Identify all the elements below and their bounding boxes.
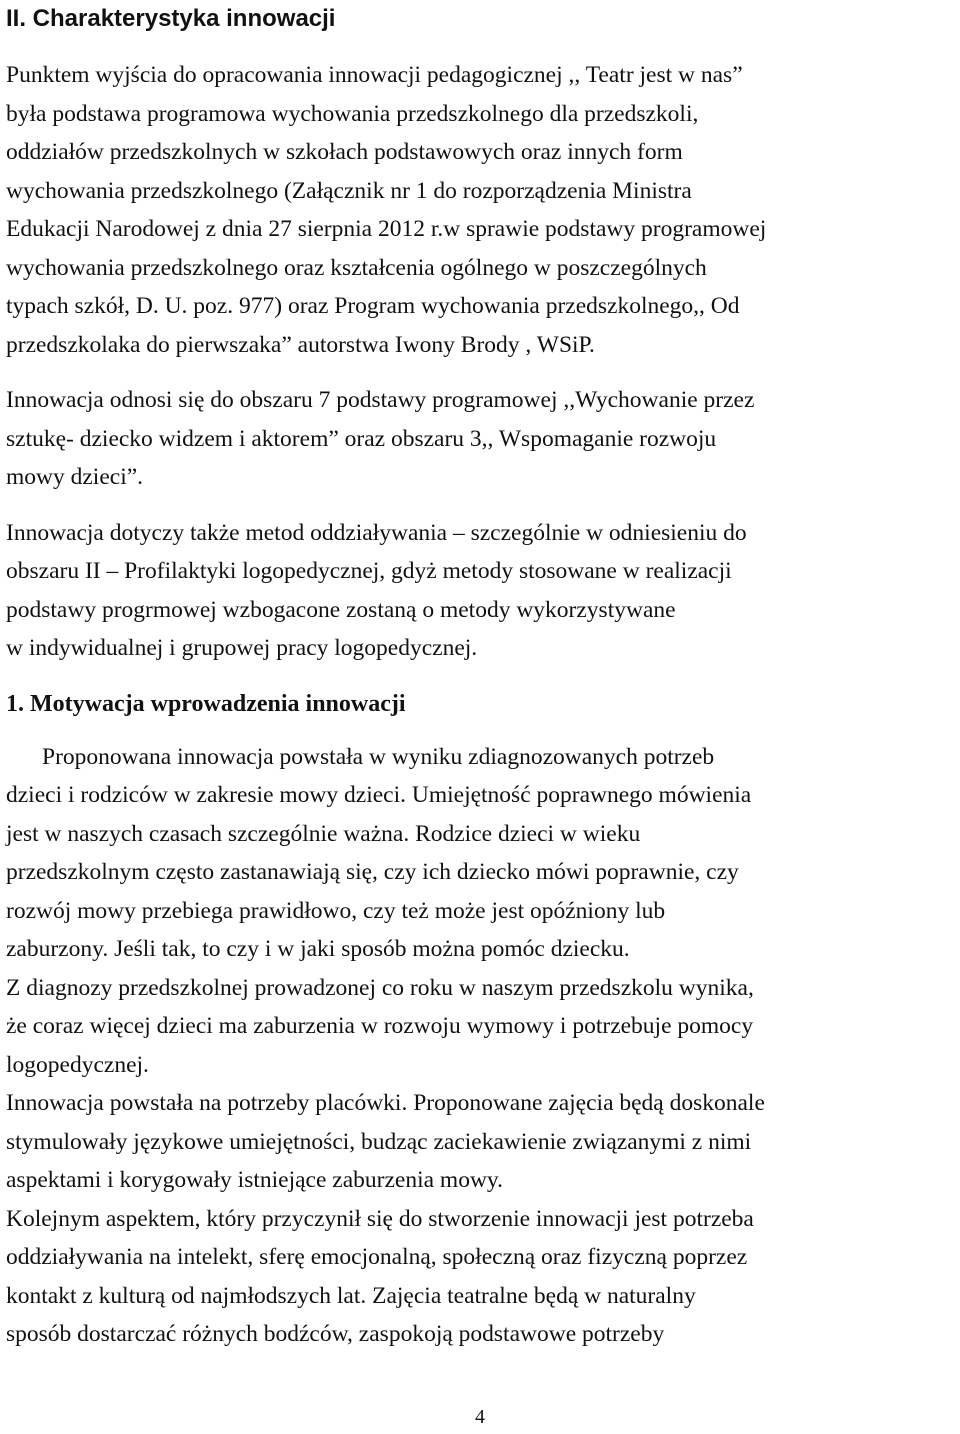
text-line: sztukę- dziecko widzem i aktorem” oraz obszaru 3,, Wspomaganie rozwoju	[6, 425, 717, 452]
text-line: mowy dzieci”.	[6, 464, 144, 490]
text-line: wychowania przedszkolnego oraz kształcenia ogólnego w poszczególnych	[6, 254, 707, 281]
text-line: przedszkolnym często zastanawiają się, czy ich dziecko mówi poprawnie, czy	[6, 859, 739, 885]
text-line: zaburzony. Jeśli tak, to czy i w jaki sposób można pomóc dziecku.	[6, 936, 630, 962]
text-line: aspektami i korygowały istniejące zaburzenia mowy.	[6, 1167, 504, 1193]
text-line: oddziaływania na intelekt, sferę emocjonalną, społeczną oraz fizyczną poprzez	[6, 1244, 748, 1270]
text-line: Z diagnozy przedszkolnej prowadzonej co roku w naszym przedszkolu wynika,	[6, 974, 754, 1001]
text-line: oddziałów przedszkolnych w szkołach podstawowych oraz innych form	[6, 139, 683, 165]
document-page	[6, 0, 956, 1354]
text-line: Innowacja dotyczy także metod oddziaływania – szczególnie w odniesieniu do	[6, 519, 747, 546]
text-line: stymulowały językowe umiejętności, budząc zaciekawienie związanymi z nimi	[6, 1128, 752, 1155]
text-line: dzieci i rodziców w zakresie mowy dzieci. Umiejętność poprawnego mówienia	[6, 782, 752, 808]
text-line: kontakt z kulturą od najmłodszych lat. Zajęcia teatralne będą w naturalny	[6, 1282, 696, 1309]
text-line: logopedycznej.	[6, 1051, 149, 1078]
text-line: Innowacja powstała na potrzeby placówki. Proponowane zajęcia będą doskonale	[6, 1090, 765, 1116]
text-line: podstawy progrmowej wzbogacone zostaną o metody wykorzystywane	[6, 596, 676, 623]
text-line: Punktem wyjścia do opracowania innowacji pedagogicznej ,, Teatr jest w nas”	[6, 62, 743, 88]
section-heading: II. Charakterystyka innowacji	[6, 5, 336, 32]
text-line: że coraz więcej dzieci ma zaburzenia w rozwoju wymowy i potrzebuje pomocy	[6, 1013, 754, 1039]
subsection-heading: 1. Motywacja wprowadzenia innowacji	[6, 690, 406, 717]
text-line: rozwój mowy przebiega prawidłowo, czy też może jest opóźniony lub	[6, 897, 666, 924]
text-line: typach szkół, D. U. poz. 977) oraz Program wychowania przedszkolnego,, Od	[6, 293, 740, 319]
paragraph-methods	[6, 514, 956, 668]
text-line: obszaru II – Profilaktyki logopedycznej, gdyż metody stosowane w realizacji	[6, 558, 732, 584]
text-line: Proponowana innowacja powstała w wyniku zdiagnozowanych potrzeb	[42, 743, 715, 770]
page-number: 4	[475, 1406, 485, 1428]
paragraph-motivation	[6, 738, 956, 1354]
text-line: w indywidualnej i grupowej pracy logopedycznej.	[6, 635, 478, 661]
text-line: Kolejnym aspektem, który przyczynił się do stworzenie innowacji jest potrzeba	[6, 1205, 754, 1232]
text-line: jest w naszych czasach szczególnie ważna. Rodzice dzieci w wieku	[6, 820, 641, 847]
text-line: sposób dostarczać różnych bodźców, zaspokoją podstawowe potrzeby	[6, 1321, 665, 1347]
text-line: była podstawa programowa wychowania przedszkolnego dla przedszkoli,	[6, 100, 699, 127]
paragraph-area	[6, 381, 956, 497]
text-line: wychowania przedszkolnego (Załącznik nr 1 do rozporządzenia Ministra	[6, 177, 692, 204]
text-line: przedszkolaka do pierwszaka” autorstwa Iwony Brody , WSiP.	[6, 331, 595, 358]
text-line: Edukacji Narodowej z dnia 27 sierpnia 2012 r.w sprawie podstawy programowej	[6, 216, 767, 242]
text-line: Innowacja odnosi się do obszaru 7 podstawy programowej ,,Wychowanie przez	[6, 387, 755, 413]
paragraph-basis	[6, 56, 956, 364]
